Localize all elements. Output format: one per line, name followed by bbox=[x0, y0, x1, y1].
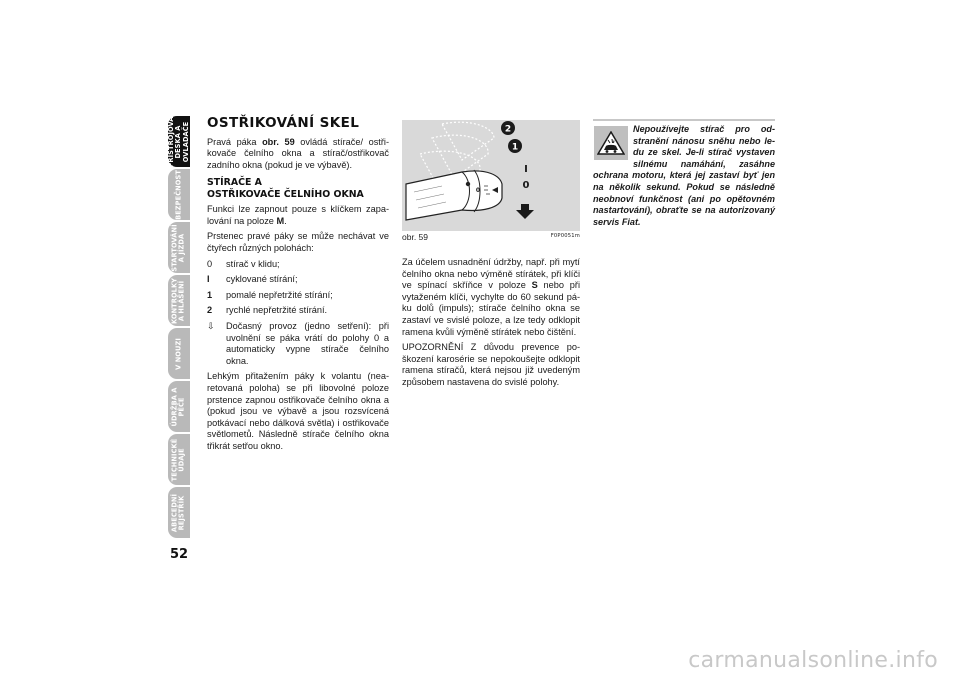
watermark: carmanualsonline.info bbox=[688, 648, 938, 673]
column-1 bbox=[207, 116, 389, 456]
maintenance-paragraph: Za účelem usnadnění údržby, např. při mytí čelního okna nebo výměně stírátek, při klíči ve spínací skříňce v poloze S nebo při vytaženém klíči, vychylte do 60 sekund páku dolů (impuls); stírače čelního okna se zastaví ve svislé poloze, a lze tedy odklopit ramena kvůli výměně stírátek nebo čištění. bbox=[402, 257, 580, 337]
tab-label: KONTROLKY A HLÁŠENÍ bbox=[170, 277, 186, 324]
position-badge-1: 1 bbox=[511, 142, 519, 153]
position-badge-2: 2 bbox=[504, 124, 512, 135]
chapter-tabs bbox=[168, 116, 190, 540]
tab-label: TECHNICKÉ ÚDAJE bbox=[170, 438, 186, 481]
list-item: 1 pomalé nepřetržité stírání; bbox=[207, 289, 333, 300]
list-item: 0 stírač v klidu; bbox=[207, 258, 280, 269]
tab-2[interactable] bbox=[168, 169, 190, 220]
positions-intro: Prstenec pravé páky se může nechávat ve čtyřech různých polohách: bbox=[207, 231, 389, 253]
section-title: OSTŘIKOVÁNÍ SKEL bbox=[207, 115, 360, 131]
tab-8[interactable] bbox=[168, 487, 190, 538]
tab-6[interactable] bbox=[168, 381, 190, 432]
tab-label: PŘÍSTROJOVÁ DESKA A OVLADAČE bbox=[166, 115, 190, 168]
list-item: ⇩ Dočasný provoz (jedno setření): při uvolnění se páka vrátí do polohy 0 a automaticky vypne stírače čelního okna. bbox=[207, 320, 389, 366]
warning-rule bbox=[593, 119, 775, 121]
tab-4[interactable] bbox=[168, 275, 190, 326]
figure-caption: obr. 59 F0P0051m bbox=[402, 232, 580, 242]
car-warning-icon bbox=[594, 126, 628, 160]
warning-text: Nepoužívejte stírač pro odstranění nánosu sněhu nebo ledu ze skel. Je-li stírač vystaven silnému namáhání, zasáhne ochrana motoru, která jej zastaví byť jen na několik sekund. Pokud se následně neobnoví funkčnost (ani po opětovném nastartování), obraťte se na autorizovaný servis Fiat. bbox=[593, 124, 775, 227]
list-item: 2 rychlé nepřetržité stírání. bbox=[207, 305, 328, 316]
figure-wiper-lever bbox=[402, 120, 580, 231]
ignition-paragraph: Funkci lze zapnout pouze s klíčkem zapalování na poloze M. bbox=[207, 204, 389, 226]
tab-label: STARTOVÁNÍ A JÍZDA bbox=[170, 223, 186, 272]
list-item: I cyklované stírání; bbox=[207, 274, 298, 285]
tab-label: ABECEDNÍ REJSTŘÍK bbox=[170, 493, 186, 532]
column-2 bbox=[402, 257, 580, 393]
caution-paragraph: UPOZORNĚNÍ Z důvodu prevence poškození karosérie se nepokoušejte odklopit ramena stíračů, která nejsou již uvedeným způsobem nastavena do svislé polohy. bbox=[402, 342, 580, 387]
tab-label: ÚDRŽBA A PÉČE bbox=[170, 386, 186, 427]
figure-reference[interactable]: obr. 59 bbox=[262, 136, 295, 147]
positions-list bbox=[207, 259, 389, 368]
wiper-lever-illustration bbox=[402, 120, 580, 231]
subheading: STÍRAČE A OSTŘIKOVAČE ČELNÍHO OKNA bbox=[207, 177, 364, 200]
position-label-intermittent: I bbox=[524, 164, 528, 175]
tab-label: V NOUZI bbox=[174, 337, 183, 370]
tab-7[interactable] bbox=[168, 434, 190, 485]
tab-3[interactable] bbox=[168, 222, 190, 273]
figure-code: F0P0051m bbox=[550, 233, 580, 239]
tab-5[interactable] bbox=[168, 328, 190, 379]
tab-label: BEZPEČNOST bbox=[174, 169, 183, 220]
washer-paragraph: Lehkým přitažením páky k volantu (nearetovaná poloha) se při libovolné poloze prstence zapnou ostřikovače čelního okna a (pokud jsou ve výbavě a jsou rozsvícená potkávací nebo dálková světla) i ostřikovače světlometů. Následně stírače čelního okna třikrát setřou okno. bbox=[207, 371, 389, 451]
page-number: 52 bbox=[170, 547, 189, 562]
tab-1[interactable] bbox=[168, 116, 190, 167]
arrow-down-icon: ⇩ bbox=[207, 320, 215, 331]
intro-paragraph: Pravá páka obr. 59 ovládá stírače/ ostřikovače čelního okna a stírač/ostřikovač zadního okna (pokud je ve výbavě). bbox=[207, 136, 390, 170]
lever-ring-mark: 0 bbox=[475, 187, 481, 194]
position-label-off: 0 bbox=[522, 180, 530, 191]
